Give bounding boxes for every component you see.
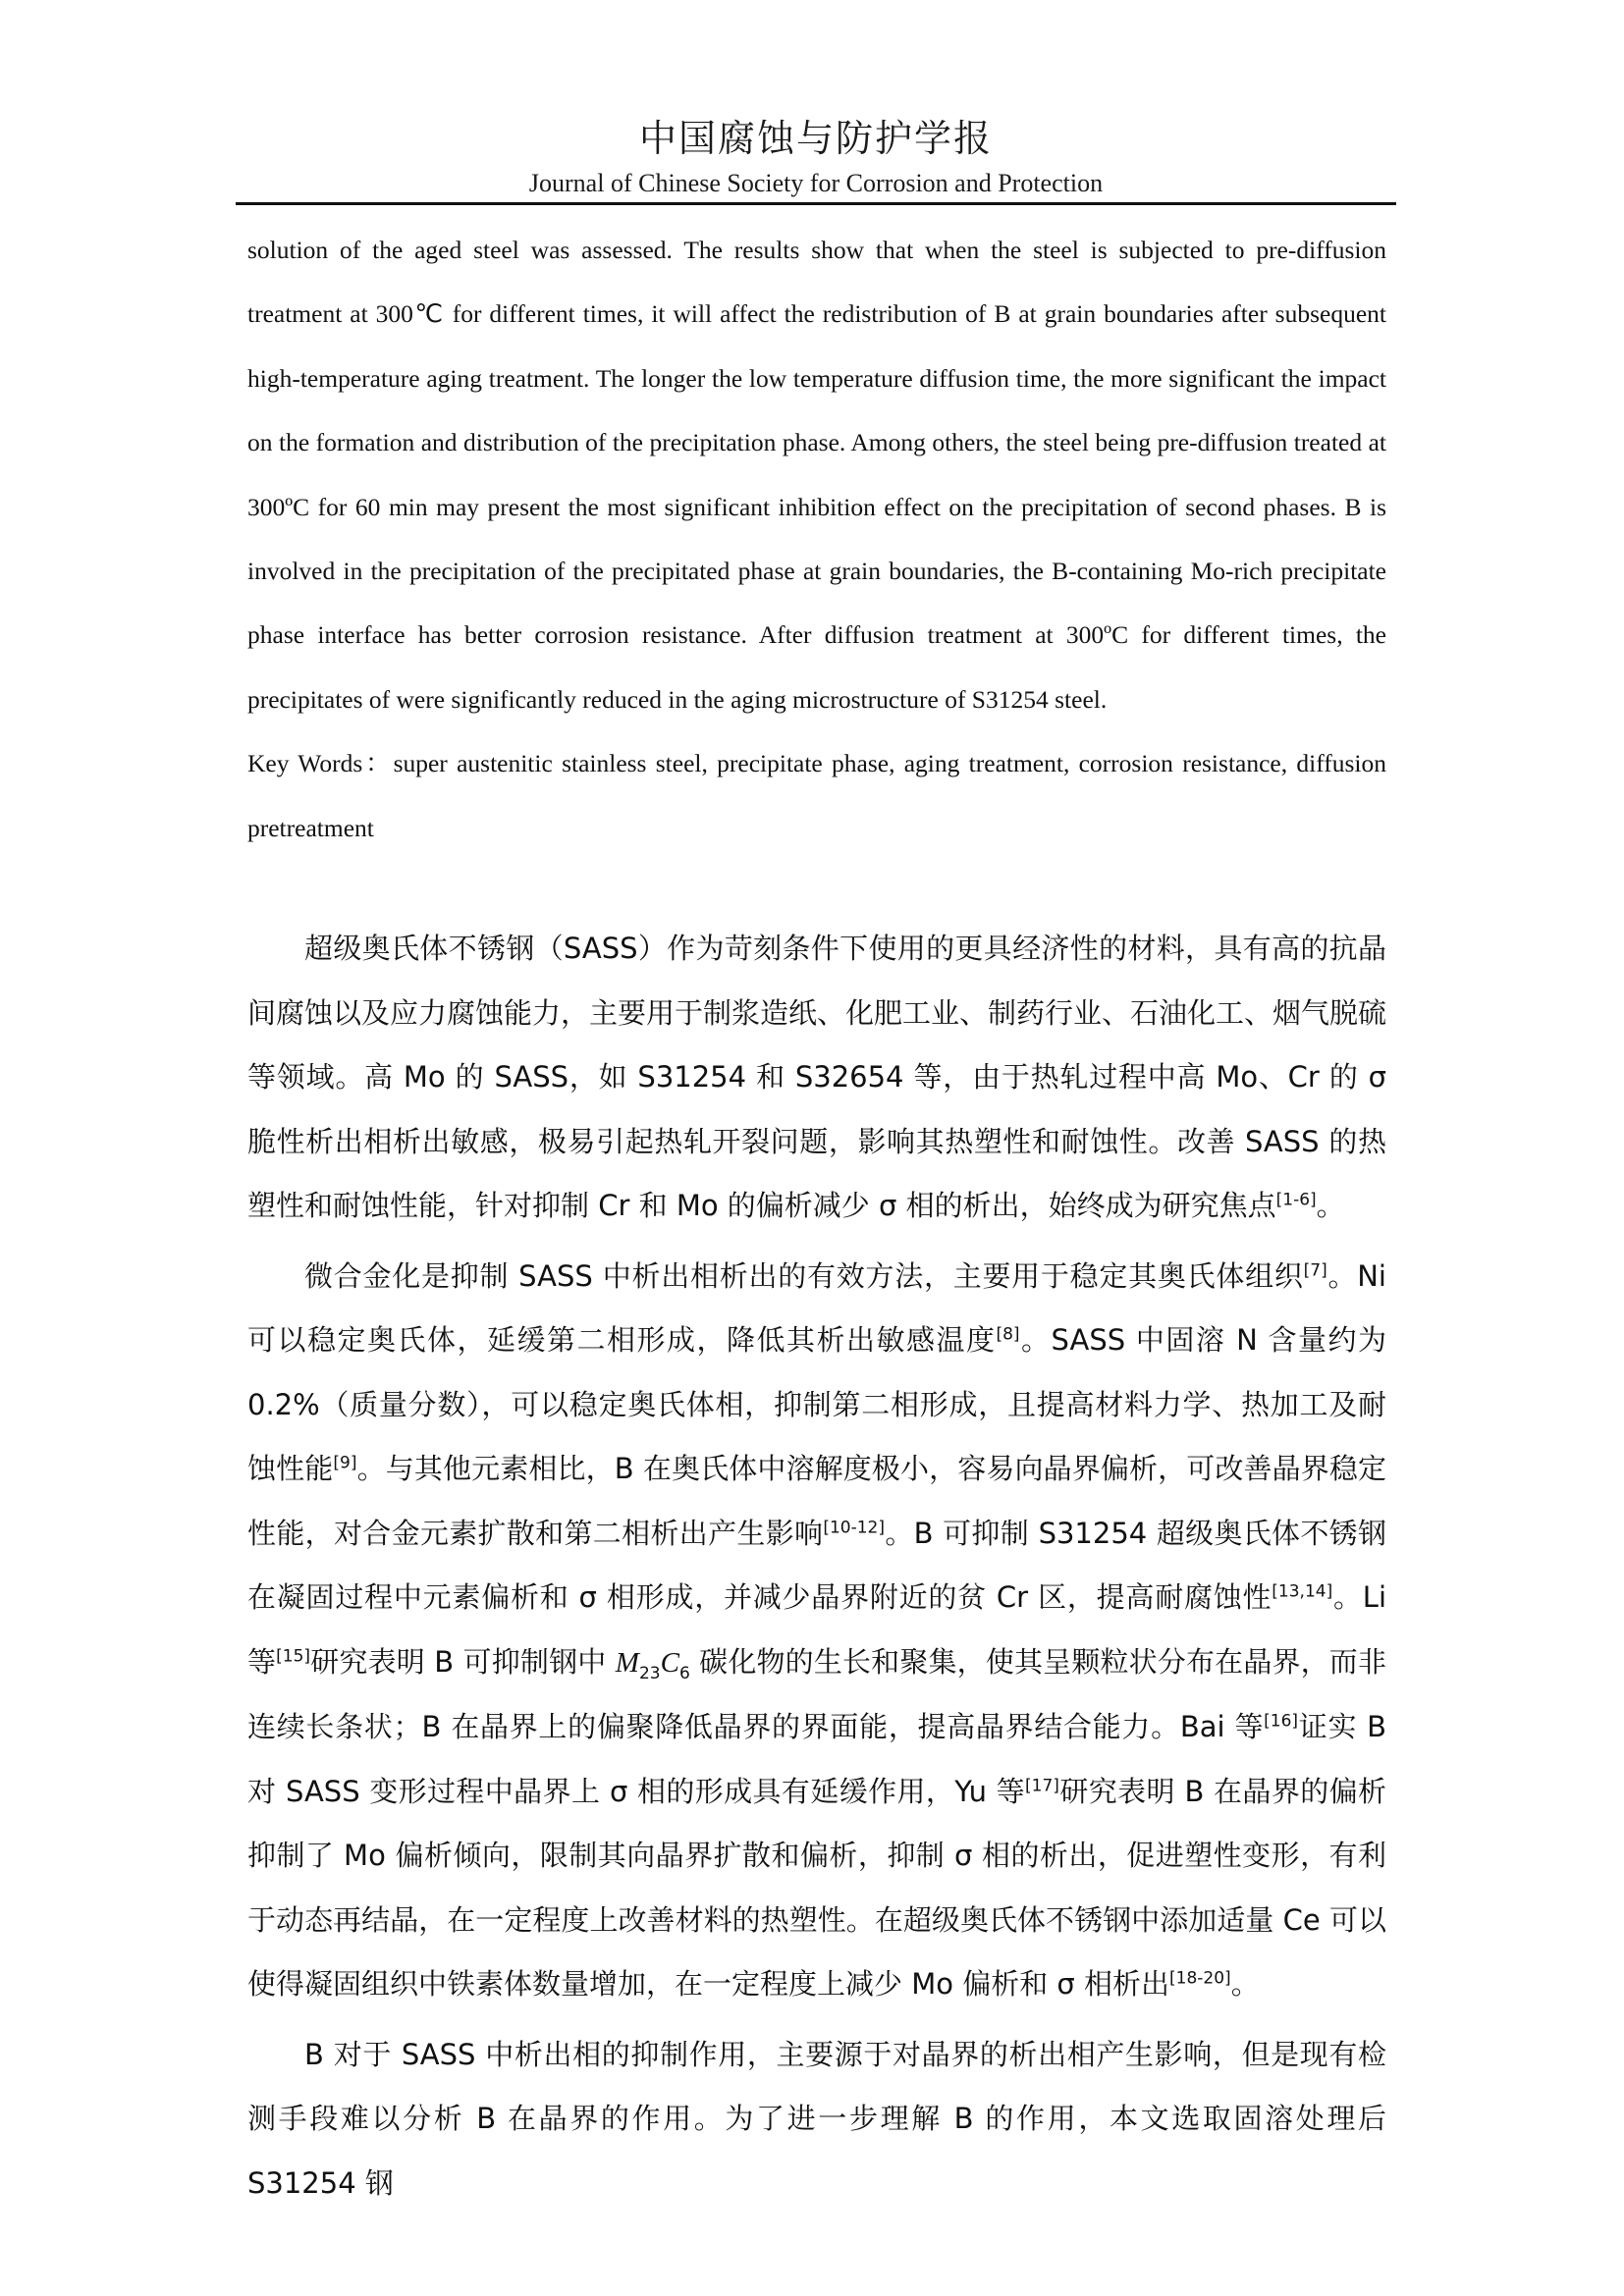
carbide-formula-c: C bbox=[660, 1646, 679, 1679]
keywords-text: super austenitic stainless steel, precipitate phase, aging treatment, corrosion resistance, diffusion pretreatment bbox=[247, 749, 1386, 842]
body-paragraph-2 bbox=[247, 1245, 1386, 2017]
citation-17[interactable]: [17] bbox=[1025, 1775, 1059, 1795]
citation-8[interactable]: [8] bbox=[996, 1324, 1020, 1345]
paragraph-2-sentence-9: 证实 B 对 SASS 变形过程中晶界上 σ 相的形成具有延缓作用，Yu 等 bbox=[247, 1710, 1386, 1808]
carbide-formula-sub-23: 23 bbox=[638, 1663, 661, 1683]
paragraph-2-sentence-2: 。Ni 可以稳定奥氏体，延缓第二相形成，降低其析出敏感温度 bbox=[247, 1258, 1386, 1357]
paragraph-2-sentence-6: 。Li 等 bbox=[247, 1580, 1386, 1679]
citation-9[interactable]: [9] bbox=[333, 1453, 357, 1473]
citation-16[interactable]: [16] bbox=[1264, 1711, 1299, 1732]
journal-header bbox=[244, 110, 1388, 200]
body-paragraph-3 bbox=[247, 2023, 1386, 2216]
paragraph-2-sentence-7: 研究表明 B 可抑制钢中 bbox=[310, 1644, 616, 1679]
carbide-formula-m: M bbox=[615, 1646, 639, 1679]
paragraph-1-end: 。 bbox=[1316, 1189, 1345, 1222]
carbide-formula-sub-6: 6 bbox=[678, 1663, 690, 1683]
citation-13-14[interactable]: [13,14] bbox=[1272, 1581, 1333, 1602]
paragraph-2-sentence-5: 。B 可抑制 S31254 超级奥氏体不锈钢在凝固过程中元素偏析和 σ 相形成，并减少晶界附近的贫 Cr 区，提高耐腐蚀性 bbox=[247, 1516, 1386, 1614]
paragraph-1-text: 超级奥氏体不锈钢（SASS）作为苛刻条件下使用的更具经济性的材料，具有高的抗晶间腐蚀以及应力腐蚀能力，主要用于制浆造纸、化肥工业、制药行业、石油化工、烟气脱硫等领域。高 Mo 的 SASS，如 S31254 和 S32654 等，由于热轧过程中高 Mo、Cr 的 σ 脆性析出相析出敏感，极易引起热轧开裂问题，影响其热塑性和耐蚀性。改善 SASS 的热塑性和耐蚀性能，针对抑制 Cr 和 Mo 的偏析减少 σ 相的析出，始终成为研究焦点 bbox=[247, 932, 1387, 1222]
journal-title-english: Journal of Chinese Society for Corrosion and Protection bbox=[528, 169, 1104, 197]
paragraph-2-sentence-11: 。 bbox=[1230, 1967, 1260, 2001]
citation-1-6[interactable]: [1-6] bbox=[1275, 1190, 1317, 1210]
paragraph-2-sentence-3: 。SASS 中固溶 N 含量约为 0.2%（质量分数），可以稳定奥氏体相，抑制第二相形成，且提高材料力学、热加工及耐蚀性能 bbox=[247, 1323, 1386, 1485]
keywords-label: Key Words： bbox=[247, 749, 394, 778]
keywords-line bbox=[247, 731, 1386, 860]
journal-title-chinese: 中国腐蚀与防护学报 bbox=[638, 117, 993, 160]
paragraph-3-text: B 对于 SASS 中析出相的抑制作用，主要源于对晶界的析出相产生影响，但是现有检测手段难以分析 B 在晶界的作用。为了进一步理解 B 的作用，本文选取固溶处理后 S31254 钢 bbox=[247, 2037, 1386, 2200]
header-divider bbox=[236, 202, 1396, 205]
english-abstract bbox=[247, 218, 1386, 860]
paragraph-2-sentence-10: 研究表明 B 在晶界的偏析抑制了 Mo 偏析倾向，限制其向晶界扩散和偏析，抑制 σ 相的析出，促进塑性变形，有利于动态再结晶，在一定程度上改善材料的热塑性。在超级奥氏体不锈钢中添加适量 Ce 可以使得凝固组织中铁素体数量增加，在一定程度上减少 Mo 偏析和 σ 相析出 bbox=[247, 1774, 1386, 2001]
citation-15[interactable]: [15] bbox=[276, 1645, 311, 1666]
paragraph-2-sentence-4: 。与其他元素相比，B 在奥氏体中溶解度极小，容易向晶界偏析，可改善晶界稳定性能，对合金元素扩散和第二相析出产生影响 bbox=[247, 1452, 1386, 1550]
citation-10-12[interactable]: [10-12] bbox=[823, 1517, 886, 1537]
citation-7[interactable]: [7] bbox=[1303, 1259, 1327, 1280]
paragraph-2-sentence-8: 碳化物的生长和聚集，使其呈颗粒状分布在晶界，而非连续长条状；B 在晶界上的偏聚降低晶界的界面能，提高晶界结合能力。Bai 等 bbox=[247, 1644, 1386, 1743]
chinese-body bbox=[247, 917, 1386, 2221]
paragraph-2-sentence-1: 微合金化是抑制 SASS 中析出相析出的有效方法，主要用于稳定其奥氏体组织 bbox=[304, 1258, 1304, 1293]
citation-18-20[interactable]: [18-20] bbox=[1169, 1968, 1231, 1989]
abstract-text: solution of the aged steel was assessed. The results show that when the steel is subjected to pre-diffusion treatment at 300℃ for different times, it will affect the redistribution of B at grain boundaries after subsequent high-temperature aging treatment. The longer the low temperature diffusion time, the more significant the impact on the formation and distribution of the precipitation phase. Among others, the steel being pre-diffusion treated at 300ºC for 60 min may present the most significant inhibition effect on the precipitation of second phases. B is involved in the precipitation of the precipitated phase at grain boundaries, the B-containing Mo-rich precipitate phase interface has better corrosion resistance. After diffusion treatment at 300ºC for different times, the precipitates of were significantly reduced in the aging microstructure of S31254 steel. bbox=[247, 236, 1386, 714]
body-paragraph-1 bbox=[247, 917, 1386, 1239]
